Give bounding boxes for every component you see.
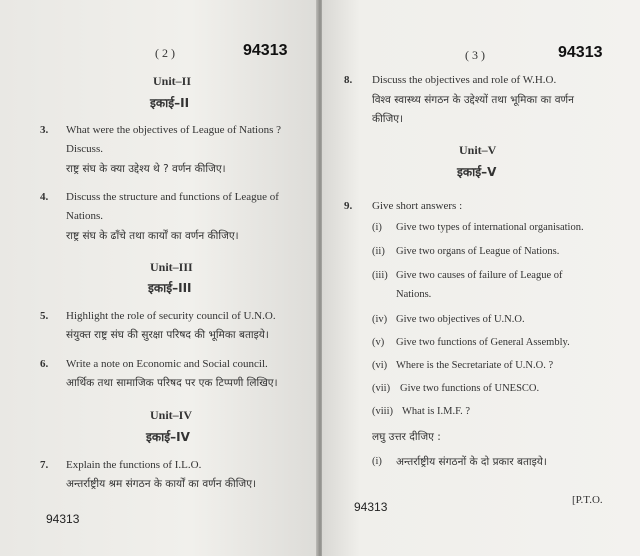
question-text: Give short answers : (372, 200, 463, 212)
sub-item-label: (v) (372, 337, 385, 348)
sub-item-text: Nations. (396, 289, 432, 300)
question-text: Discuss the objectives and role of W.H.O. (372, 74, 557, 86)
question-text-hindi: राष्ट्र संघ के ढाँचे तथा कार्यों का वर्णन कीजिए। (66, 230, 239, 242)
question-text: Write a note on Economic and Social council. (66, 358, 268, 370)
question-text: What were the objectives of League of Nations ? (66, 124, 282, 136)
footer-paper-code: 94313 (46, 512, 80, 526)
sub-item-text: Give two organs of League of Nations. (396, 246, 560, 257)
question-number: 4. (40, 191, 49, 203)
question-number: 3. (40, 124, 49, 136)
paper-code: 94313 (558, 44, 603, 61)
question-text-hindi: आर्थिक तथा सामाजिक परिषद पर एक टिप्पणी लिखिए। (66, 377, 278, 389)
unit-heading-hindi: इकाई–IV (146, 430, 190, 444)
sub-item-label: (ii) (372, 246, 385, 257)
question-number: 9. (344, 200, 353, 212)
question-text-hindi: लघु उत्तर दीजिए : (372, 431, 441, 443)
sub-item-label: (vii) (372, 383, 391, 394)
sub-item-label: (i) (372, 222, 382, 233)
question-text: Discuss. (66, 143, 103, 155)
paper-code: 94313 (243, 42, 288, 59)
unit-heading: Unit–IV (150, 408, 193, 422)
sub-item-text: What is I.M.F. ? (402, 406, 470, 417)
question-text-hindi: कीजिए। (372, 113, 404, 125)
question-text: Discuss the structure and functions of League of (66, 191, 279, 203)
unit-heading: Unit–II (153, 74, 192, 88)
question-text-hindi: राष्ट्र संघ के क्या उद्देश्य थे ? वर्णन कीजिए। (66, 163, 226, 175)
sub-item-label: (iv) (372, 314, 388, 325)
unit-heading-hindi: इकाई–III (148, 281, 192, 295)
unit-heading-hindi: इकाई–V (457, 165, 497, 179)
unit-heading: Unit–III (150, 260, 193, 274)
question-number: 7. (40, 459, 49, 471)
pto-marker: [P.T.O. (572, 494, 603, 506)
unit-heading-hindi: इकाई–II (150, 96, 190, 110)
question-text: Explain the functions of I.L.O. (66, 459, 202, 471)
question-number: 6. (40, 358, 49, 370)
footer-paper-code: 94313 (354, 500, 388, 514)
sub-item-text: Give two functions of General Assembly. (396, 337, 570, 348)
question-text-hindi: संयुक्त राष्ट्र संघ की सुरक्षा परिषद की भूमिका बताइये। (66, 329, 269, 341)
sub-item-text: Give two objectives of U.N.O. (396, 314, 525, 325)
sub-item-label: (i) (372, 456, 382, 467)
page-number: ( 2 ) (155, 46, 175, 60)
question-text: Nations. (66, 210, 103, 222)
question-number: 5. (40, 310, 49, 322)
question-number: 8. (344, 74, 353, 86)
sub-item-label: (vi) (372, 360, 388, 371)
page-number: ( 3 ) (465, 48, 485, 62)
left-page (0, 0, 318, 556)
question-text: Highlight the role of security council of U.N.O. (66, 310, 276, 322)
unit-heading: Unit–V (459, 143, 497, 157)
question-text-hindi: अन्तर्राष्ट्रीय श्रम संगठन के कार्यों का वर्णन कीजिए। (66, 478, 256, 490)
sub-item-label: (iii) (372, 270, 388, 281)
sub-item-text: Give two functions of UNESCO. (400, 383, 540, 394)
sub-item-text: Give two causes of failure of League of (396, 270, 563, 281)
sub-item-text: Where is the Secretariate of U.N.O. ? (396, 360, 554, 371)
question-text-hindi: विश्व स्वास्थ्य संगठन के उद्देश्यों तथा भूमिका का वर्णन (372, 94, 574, 106)
sub-item-text: Give two types of international organisation. (396, 222, 584, 233)
right-page (322, 0, 640, 556)
sub-item-label: (viii) (372, 406, 393, 417)
sub-item-text-hindi: अन्तर्राष्ट्रीय संगठनों के दो प्रकार बताइये। (396, 456, 547, 468)
